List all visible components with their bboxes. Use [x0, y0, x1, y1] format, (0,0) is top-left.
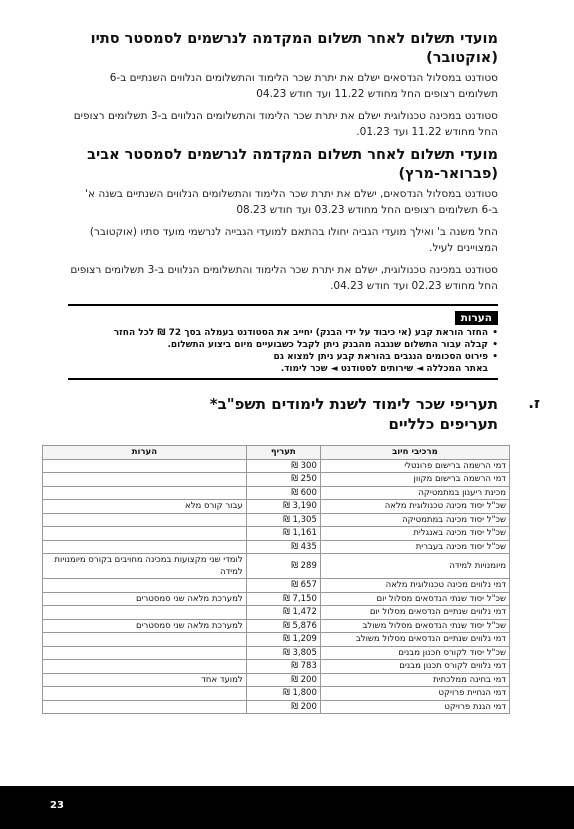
cell-item: שכ"ל יסוד מכינה טכנולוגית מלאה	[320, 500, 509, 514]
note-continuation: באתר המכללה ◄ שירותים לסטודנט ◄ שכר לימוד.	[280, 364, 488, 374]
table-row	[43, 486, 510, 500]
section-title-october: מועדי תשלום לאחר תשלום המקדמה לנרשמים לסמסטר סתיו (אוקטובר)	[90, 31, 498, 66]
cell-note	[43, 459, 247, 473]
table-row	[43, 660, 510, 674]
cell-note	[43, 473, 247, 487]
table-header-row	[43, 446, 510, 460]
cell-note	[43, 646, 247, 660]
cell-note	[43, 700, 247, 714]
cell-price: 250 ₪	[246, 473, 320, 487]
paragraph: החל משנה ב' ואילך מועדי הגביה יחולו בהתאם למועדי הגבייה לנרשמי מועד סתיו (אוקטובר) המצויינים לעיל.	[89, 226, 498, 254]
cell-item: דמי בחינה ממלכתית	[320, 673, 509, 687]
cell-price: 7,150 ₪	[246, 592, 320, 606]
cell-price: 600 ₪	[246, 486, 320, 500]
cell-price: 1,161 ₪	[246, 527, 320, 541]
cell-item: שכ"ל יסוד מכינה באנגלית	[320, 527, 509, 541]
section-spring	[68, 146, 498, 294]
paragraph: סטודנט במכינה טכנולוגית ישלם את יתרת שכר הלימוד והתשלומים הנלווים ב-3 תשלומים רצופים החל מחודש 11.22 ועד 01.23.	[73, 110, 498, 138]
page-content	[68, 30, 540, 434]
paragraph: סטודנט במכינה טכנולוגית, ישלם את יתרת שכר הלימוד והתשלומים הנלווים ב-3 תשלומים רצופים החל מחודש 02.23 ועד חודש 04.23.	[70, 264, 498, 292]
cell-note	[43, 540, 247, 554]
cell-note	[43, 633, 247, 647]
cell-note: למערכת מלאה שני סמסטרים	[43, 619, 247, 633]
paragraph: סטודנט במסלול הנדסאים, ישלם את יתרת שכר הלימוד והתשלומים הנלווים השנתיים בשנה א' ב-6 תשלומים רצופים החל מחודש 03.23 ועד חודש 08.23	[85, 188, 498, 216]
table-row	[43, 540, 510, 554]
cell-price: 435 ₪	[246, 540, 320, 554]
cell-item: שכ"ל יסוד מכינה בעברית	[320, 540, 509, 554]
cell-price: 1,472 ₪	[246, 606, 320, 620]
cell-price: 1,209 ₪	[246, 633, 320, 647]
cell-note: למערכת מלאה שני סמסטרים	[43, 592, 247, 606]
section-fees-title: תעריפי שכר לימוד לשנת לימודים תשפ"ב*	[209, 395, 498, 413]
table-row	[43, 500, 510, 514]
cell-item: דמי נלווים שנתיים הנדסאים מסלול משולב	[320, 633, 509, 647]
cell-note: למועד אחד	[43, 673, 247, 687]
cell-price: 1,305 ₪	[246, 513, 320, 527]
cell-item: דמי הרשמה ברישום מקוון	[320, 473, 509, 487]
notes-box	[68, 304, 498, 380]
cell-note: לומדי שני מקצועות במכינה מחויבים בקורס מיומנויות למידה	[43, 554, 247, 579]
cell-note	[43, 687, 247, 701]
header-price: תעריף	[246, 446, 320, 460]
cell-note	[43, 513, 247, 527]
cell-item: מכינת ריענון במתמטיקה	[320, 486, 509, 500]
notes-list	[68, 327, 498, 375]
cell-item: שכ"ל יסוד מכינה במתמטיקה	[320, 513, 509, 527]
section-fees-subtitle: תעריפים כלליים	[388, 415, 498, 433]
note-item: • פירוט הסכומים הנגבים בהוראת קבע ניתן למצוא גם	[68, 351, 498, 363]
cell-price: 300 ₪	[246, 459, 320, 473]
cell-price: 657 ₪	[246, 579, 320, 593]
table-row	[43, 513, 510, 527]
cell-item: מיומנויות למידה	[320, 554, 509, 579]
header-notes: הערות	[43, 446, 247, 460]
header-item: מרכיבי חיוב	[320, 446, 509, 460]
cell-price: 1,800 ₪	[246, 687, 320, 701]
cell-item: שכ"ל יסוד לקורס חכנון מבנים	[320, 646, 509, 660]
cell-item: שכ"ל יסוד שנתי הנדסאים מסלול יום	[320, 592, 509, 606]
cell-note	[43, 606, 247, 620]
cell-price: 200 ₪	[246, 700, 320, 714]
cell-price: 783 ₪	[246, 660, 320, 674]
table-row	[43, 633, 510, 647]
cell-price: 3,805 ₪	[246, 646, 320, 660]
cell-price: 3,190 ₪	[246, 500, 320, 514]
note-item: • קבלה עבור התשלום שנגבה מהבנק ניתן לקבל כשבועיים מיום ביצוע התשלום.	[68, 339, 498, 351]
table-row	[43, 673, 510, 687]
cell-price: 5,876 ₪	[246, 619, 320, 633]
section-number: ז.	[528, 394, 540, 412]
page-number: 23	[50, 800, 64, 811]
cell-note	[43, 579, 247, 593]
cell-note	[43, 660, 247, 674]
table-row	[43, 592, 510, 606]
table-row	[43, 700, 510, 714]
cell-note	[43, 527, 247, 541]
table-row	[43, 527, 510, 541]
notes-divider	[68, 378, 498, 380]
cell-note: עבור קורס מלא	[43, 500, 247, 514]
table-row	[43, 606, 510, 620]
table-row	[43, 579, 510, 593]
table-row	[43, 687, 510, 701]
cell-item: דמי הגנת פרויקט	[320, 700, 509, 714]
note-item: • החזר הוראת קבע (אי כיבוד על ידי הבנק) יחייב את הסטודנט בעמלה בסך 72 ₪ לכל החזר	[68, 327, 498, 339]
section-october	[68, 30, 498, 140]
cell-price: 289 ₪	[246, 554, 320, 579]
notes-label: הערות	[455, 311, 498, 325]
table-row	[43, 619, 510, 633]
cell-note	[43, 486, 247, 500]
table-row	[43, 473, 510, 487]
cell-item: דמי הרשמה ברישום פרונטלי	[320, 459, 509, 473]
cell-item: דמי נלווים לקורס תכנון מבנים	[320, 660, 509, 674]
section-fees	[68, 394, 540, 434]
cell-item: דמי נלווים מכינה טכנולוגית מלאה	[320, 579, 509, 593]
section-title-spring: מועדי תשלום לאחר תשלום המקדמה לנרשמים לסמסטר אביב (פברואר-מרץ)	[87, 147, 498, 182]
cell-item: דמי הנחיית פרויקט	[320, 687, 509, 701]
table-row	[43, 646, 510, 660]
fees-table	[42, 445, 510, 714]
cell-price: 200 ₪	[246, 673, 320, 687]
cell-item: שכ"ל יסוד שנתי הנדסאים מסלול משולב	[320, 619, 509, 633]
paragraph: סטודנט במסלול הנדסאים ישלם את יתרת שכר הלימוד והתשלומים הנלווים השנתיים ב-6 תשלומים רצופים החל מחודש 11.22 ועד חודש 04.23	[109, 72, 498, 100]
page-footer	[0, 786, 574, 829]
cell-item: דמי נלווים שנתיים הנדסאים מסלול יום	[320, 606, 509, 620]
table-row	[43, 459, 510, 473]
table-row	[43, 554, 510, 579]
